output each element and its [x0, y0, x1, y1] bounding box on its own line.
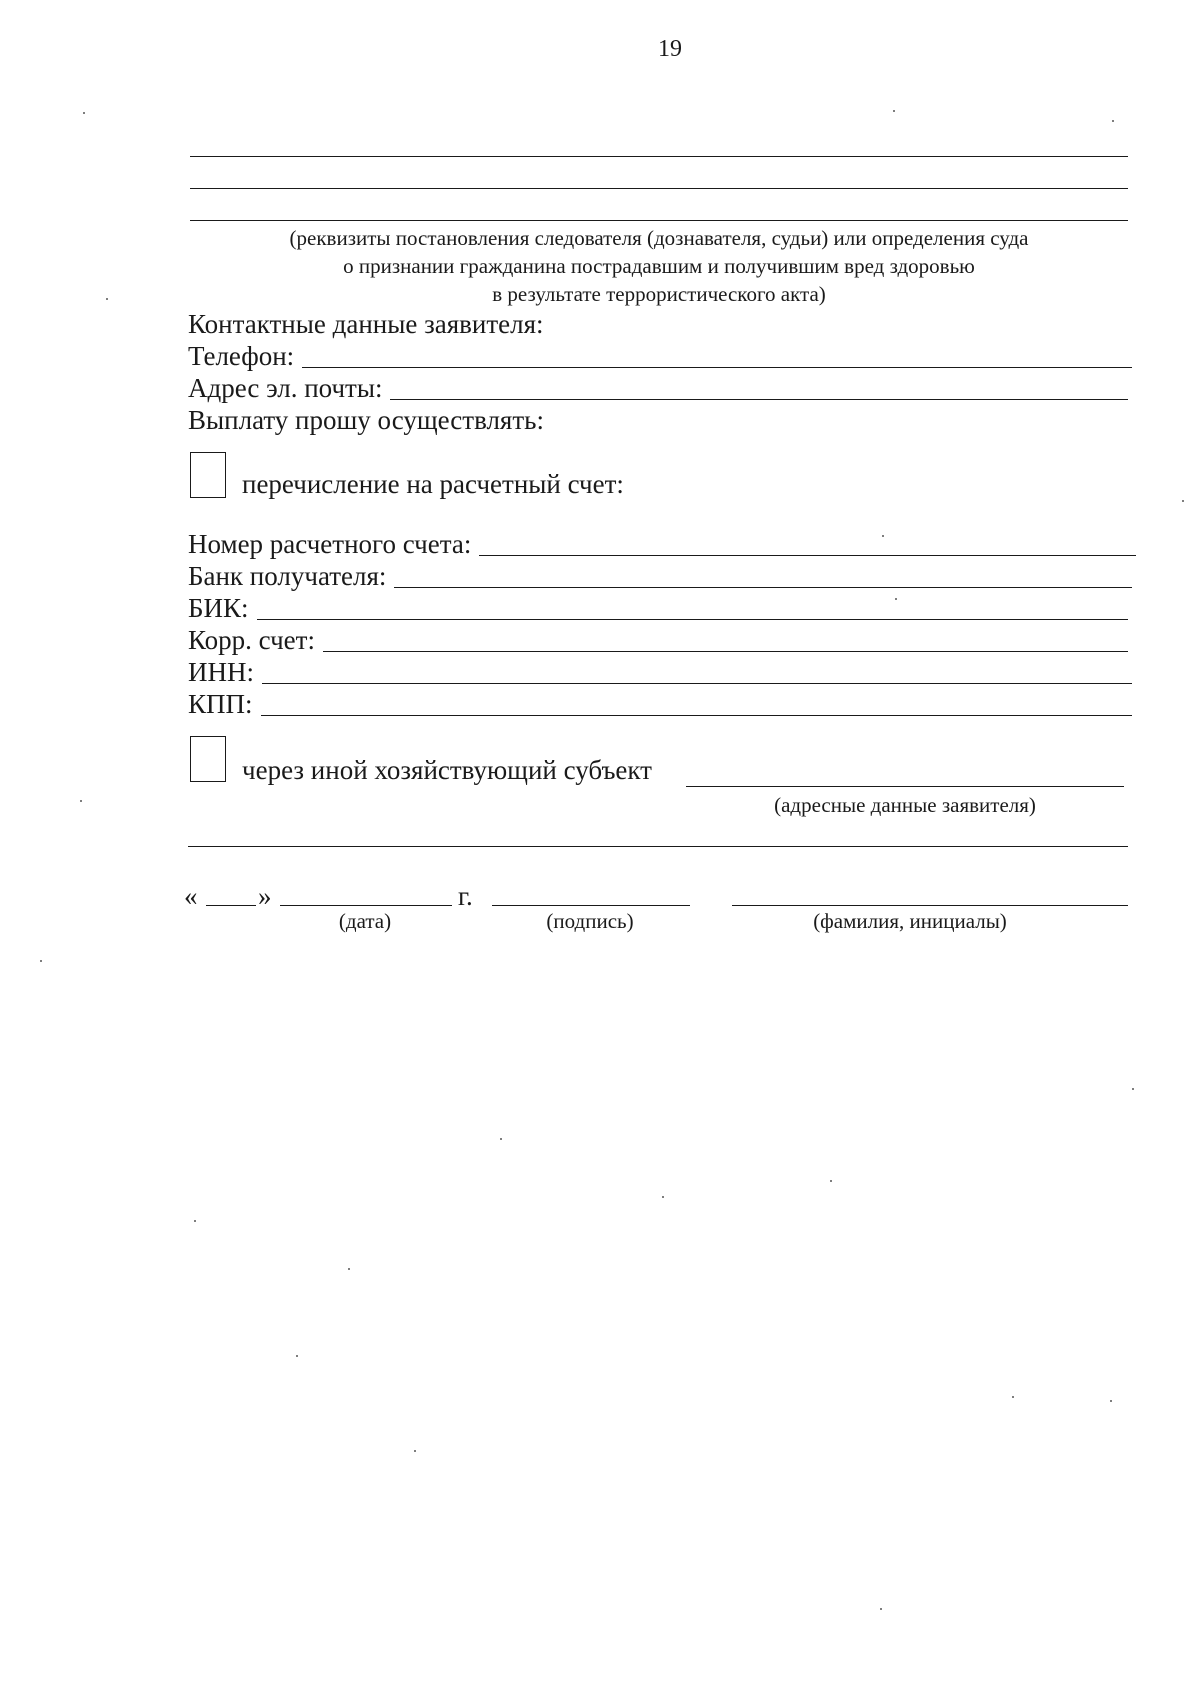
phone-label: Телефон: — [188, 341, 295, 371]
signature-field[interactable] — [492, 905, 690, 906]
decree-caption-line: о признании гражданина пострадавшим и получившим вред здоровью — [343, 254, 975, 278]
bik-field[interactable] — [257, 619, 1128, 620]
date-day-field[interactable] — [206, 905, 256, 906]
scan-speck — [40, 960, 42, 962]
contacts-heading-row — [188, 308, 1128, 340]
signature-caption: (подпись) — [546, 909, 634, 933]
corr-account-label: Корр. счет: — [188, 625, 315, 655]
date-year-suffix: г. — [458, 881, 473, 911]
bank-label: Банк получателя: — [188, 561, 387, 591]
phone-row — [188, 340, 1132, 372]
date-quote-open: « — [184, 881, 198, 911]
decree-details-line-1[interactable] — [190, 156, 1128, 157]
scan-speck — [500, 1138, 502, 1140]
decree-caption-line: (реквизиты постановления следователя (дознавателя, судьи) или определения суда — [289, 226, 1029, 250]
scan-speck — [662, 1196, 664, 1198]
scan-speck — [1132, 1088, 1134, 1090]
scan-speck — [80, 800, 82, 802]
decree-caption-line: в результате террористического акта) — [492, 282, 826, 306]
date-caption: (дата) — [338, 909, 392, 933]
kpp-row — [188, 688, 1132, 720]
kpp-label: КПП: — [188, 689, 253, 719]
decree-details-line-2[interactable] — [190, 188, 1128, 189]
email-field[interactable] — [390, 399, 1128, 400]
payment-heading: Выплату прошу осуществлять: — [188, 405, 544, 435]
bank-field[interactable] — [394, 587, 1132, 588]
account-transfer-checkbox[interactable] — [190, 452, 226, 498]
other-entity-field[interactable] — [686, 786, 1124, 787]
email-row — [188, 372, 1128, 404]
date-month-field[interactable] — [280, 905, 452, 906]
bik-label: БИК: — [188, 593, 249, 623]
inn-label: ИНН: — [188, 657, 254, 687]
email-label: Адрес эл. почты: — [188, 373, 383, 403]
scan-speck — [895, 598, 897, 600]
scan-speck — [348, 1268, 350, 1270]
contacts-heading: Контактные данные заявителя: — [188, 309, 544, 339]
scan-speck — [880, 1608, 882, 1610]
kpp-field[interactable] — [261, 715, 1132, 716]
scan-speck — [882, 535, 884, 537]
full-name-field[interactable] — [732, 905, 1128, 906]
inn-row — [188, 656, 1132, 688]
scan-speck — [414, 1450, 416, 1452]
corr-account-field[interactable] — [323, 651, 1128, 652]
scan-speck — [1012, 1396, 1014, 1398]
scan-speck — [893, 110, 895, 112]
scan-speck — [1182, 500, 1184, 502]
other-entity-label: через иной хозяйствующий субъект — [242, 755, 652, 785]
page-number: 19 — [658, 36, 682, 62]
inn-field[interactable] — [262, 683, 1132, 684]
full-name-caption: (фамилия, инициалы) — [813, 909, 1007, 933]
other-entity-field-line-2[interactable] — [188, 846, 1128, 847]
other-entity-caption: (адресные данные заявителя) — [774, 793, 1036, 817]
scan-speck — [83, 112, 85, 114]
date-quote-close: » — [258, 881, 272, 911]
account-number-row — [188, 528, 1136, 560]
scan-speck — [194, 1220, 196, 1222]
payment-heading-row — [188, 404, 1128, 436]
bank-row — [188, 560, 1132, 592]
scan-speck — [1110, 1400, 1112, 1402]
scan-speck — [1112, 120, 1114, 122]
bik-row — [188, 592, 1128, 624]
scan-speck — [296, 1355, 298, 1357]
phone-field[interactable] — [302, 367, 1132, 368]
scan-speck — [106, 298, 108, 300]
decree-details-caption — [190, 224, 1128, 308]
other-entity-checkbox[interactable] — [190, 736, 226, 782]
account-transfer-label: перечисление на расчетный счет: — [242, 469, 624, 499]
decree-details-line-3[interactable] — [190, 220, 1128, 221]
account-number-label: Номер расчетного счета: — [188, 529, 472, 559]
account-number-field[interactable] — [479, 555, 1136, 556]
scan-speck — [830, 1180, 832, 1182]
corr-account-row — [188, 624, 1128, 656]
